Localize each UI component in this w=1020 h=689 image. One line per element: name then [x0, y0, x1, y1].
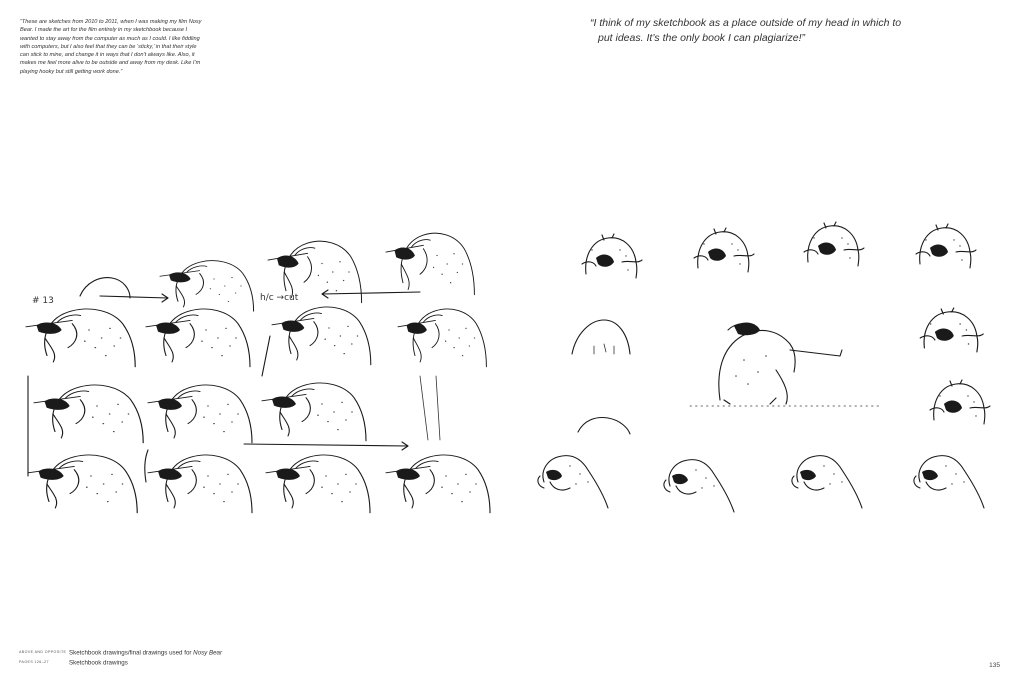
caption-1-title: Nosy Bear [193, 649, 223, 657]
right-quote-line-1: “I think of my sketchbook as a place outside of my head in which to [590, 17, 902, 29]
sketch-bear-r3-1 [34, 385, 143, 443]
sketch-bear-top-3 [386, 233, 474, 294]
right-quote-line-2: put ideas. It’s the only book I can plagiarize!” [598, 32, 806, 44]
left-page-sketches [26, 233, 490, 513]
caption-2-text: Sketchbook drawings [69, 659, 128, 667]
sketch-bear-right-5 [920, 308, 983, 352]
sketch-bear-top-1 [160, 261, 254, 312]
sketch-bear-r2-4 [398, 309, 486, 367]
sketch-bear-r4-4 [386, 455, 490, 513]
sketch-bear-right-2 [694, 228, 754, 272]
sketch-bear-right-3 [804, 222, 864, 266]
left-quote: “These are sketches from 2010 to 2011, when I was making my film Nosy Bear. I made the art for the film entirely in my sketchbook because I wanted to stay away from the computer as much as I could. I like fiddling with computers, but I also feel that they can be ‘sticky,’ in that their style can stick to mine, and change it in ways that I don’t always like. Also, it makes me feel more alive to be outside and away from my desk. Like I’m playing hooky but still getting work done.” [20, 19, 202, 75]
sketch-bear-r4-2 [148, 455, 252, 513]
sketch-arrow-5 [145, 450, 148, 482]
sketch-bear-r2-1 [26, 309, 135, 367]
sketch-bear-face-3 [792, 456, 862, 508]
sketch-hump-2-feet [594, 344, 614, 354]
sketch-bear-face-2 [664, 460, 734, 512]
sketch-bear-right-1 [582, 234, 642, 278]
caption-2-label: PAGES 126–27 [19, 659, 49, 664]
sketch-bear-right-4 [916, 224, 976, 268]
right-page-sketches [538, 222, 990, 512]
sketch-note: h/c →cut [260, 293, 299, 303]
sketch-arrow-4 [244, 444, 408, 446]
sketch-bear-r2-3 [272, 307, 371, 365]
figure-captions [19, 648, 222, 668]
sketch-tree [420, 376, 440, 440]
sketch-bear-r2-2 [146, 309, 250, 367]
sketch-arrow-2 [322, 292, 420, 294]
sketch-flute-1 [262, 336, 270, 376]
sketch-hump-3 [578, 418, 630, 434]
sketch-hump-2 [572, 320, 630, 354]
sketch-bear-pointing [690, 323, 880, 406]
sketch-hump-1 [80, 278, 130, 298]
sketch-bear-r4-3 [266, 455, 370, 513]
sketch-bear-face-4 [914, 456, 984, 508]
sketch-number: # 13 [32, 296, 54, 306]
sketch-bear-r3-3 [262, 383, 366, 441]
page-number: 135 [989, 662, 1000, 669]
caption-1-label: ABOVE AND OPPOSITE [19, 650, 67, 654]
sketch-bear-r3-2 [148, 385, 252, 443]
caption-1-text: Sketchbook drawings/final drawings used for [69, 649, 194, 657]
sketch-arrow-1 [100, 296, 168, 298]
sketch-bear-face-1 [538, 456, 608, 508]
sketch-bear-r4-1 [28, 455, 137, 513]
caption-line-2 [19, 658, 222, 668]
sketch-bear-right-6 [930, 380, 990, 424]
caption-line-1 [19, 648, 222, 658]
